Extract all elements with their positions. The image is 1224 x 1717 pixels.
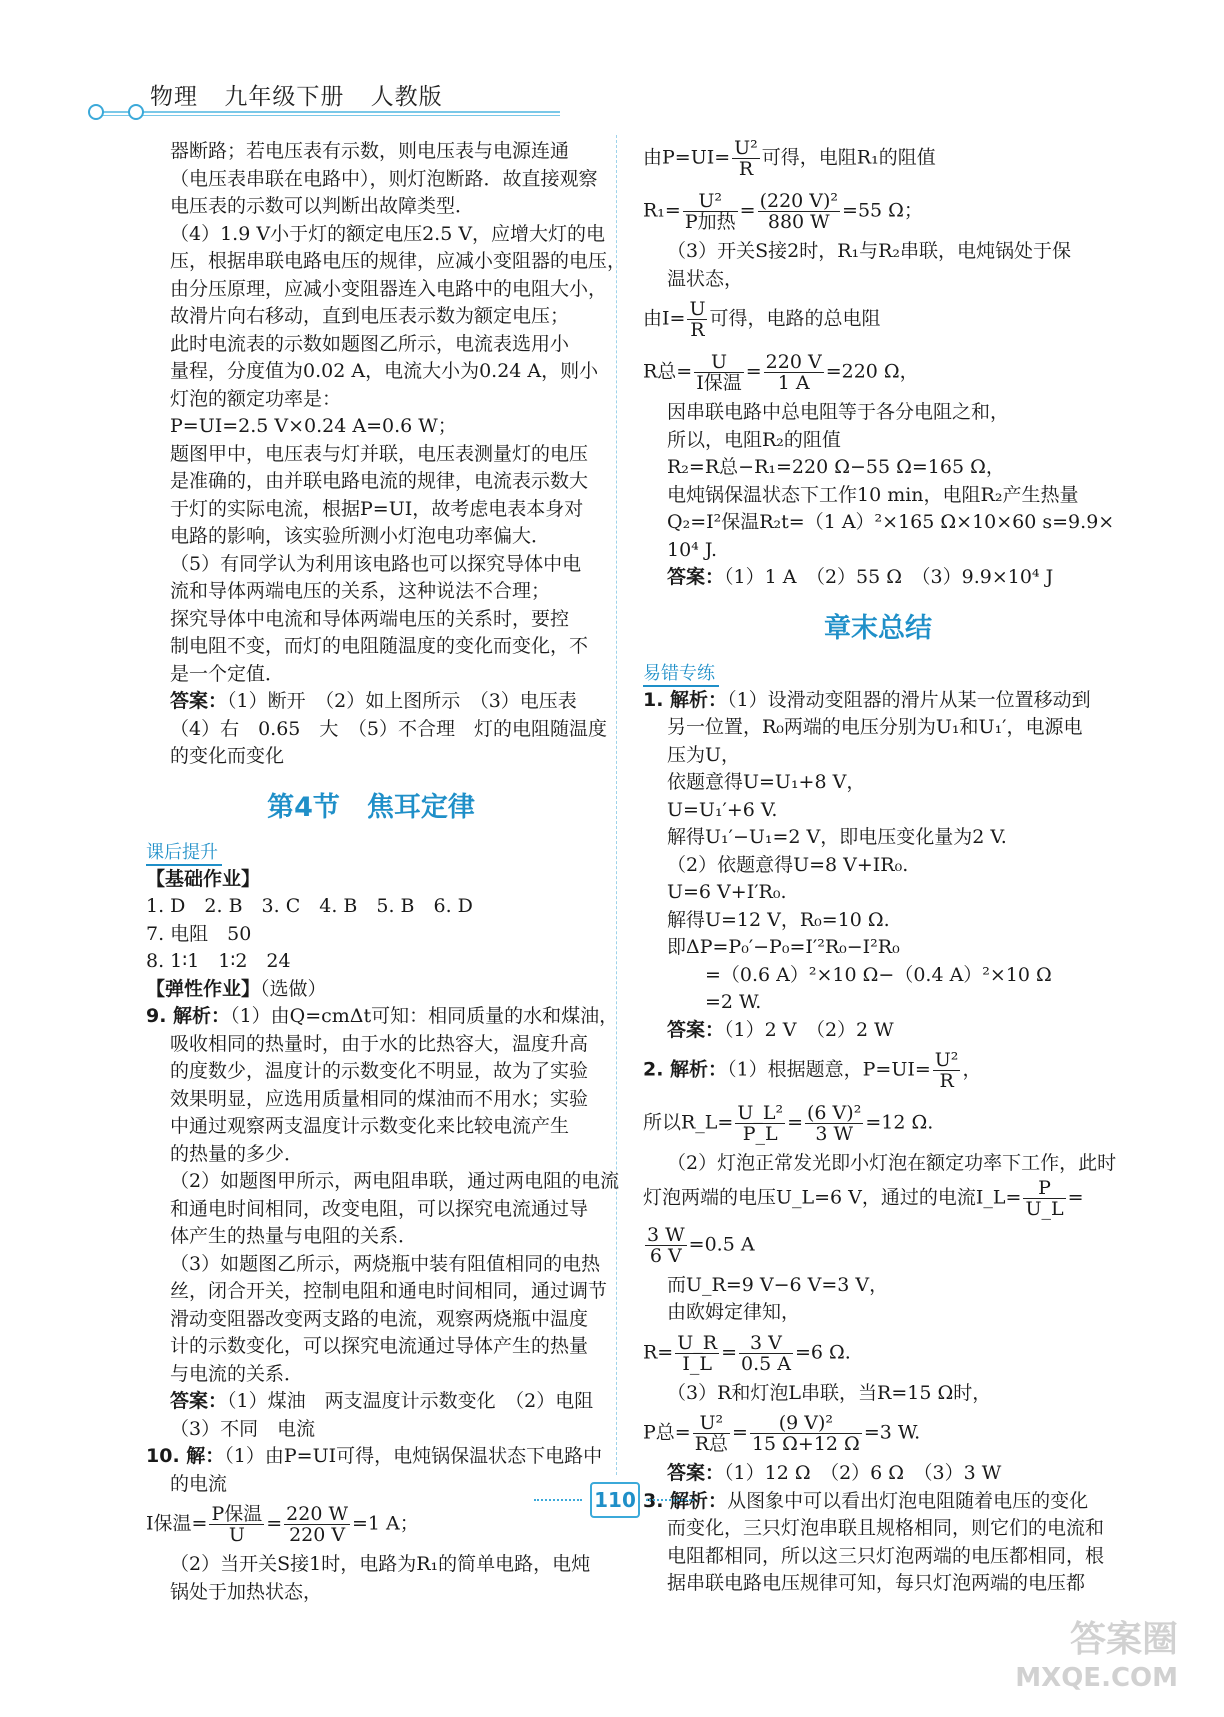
text-line: 解得U₁′−U₁=2 V，即电压变化量为2 V. <box>667 826 1007 848</box>
answer-line: （1）12 Ω （2）6 Ω （3）3 W <box>724 1462 1002 1484</box>
q3-label: 3. 解析： <box>643 1489 728 1512</box>
q3-first <box>643 1488 1113 1516</box>
header-dot-icon <box>88 104 104 120</box>
formula-text: =3 W. <box>863 1421 921 1444</box>
answer-line: （3）不同 电流 <box>170 1417 316 1440</box>
basic-answers: 7. 电阻 50 <box>146 922 252 945</box>
section-title: 章末总结 <box>824 612 932 644</box>
formula-text: P总= <box>643 1421 691 1444</box>
text-line: 中通过观察两支温度计示数变化来比较电流产生 <box>170 1115 570 1137</box>
formula-text: =0.5 A <box>688 1233 755 1255</box>
fraction <box>732 138 760 179</box>
text-line: 效果明显，应选用质量相同的煤油而不用水；实验 <box>170 1087 589 1110</box>
denominator: 6 V <box>649 1244 682 1267</box>
header-edition: 人教版 <box>370 84 443 110</box>
text-line: （3）开关S接2时，R₁与R₂串联，电炖锅处于保 <box>667 240 1072 262</box>
fraction <box>764 352 824 393</box>
denominator: 1 A <box>777 372 810 394</box>
text-line: 依题意得U=U₁+8 V， <box>667 771 866 793</box>
text-line: 电炖锅保温状态下工作10 min，电阻R₂产生热量 <box>667 483 1079 506</box>
q2-formula <box>643 1178 1113 1219</box>
left-block1 <box>146 138 627 688</box>
denominator: R <box>939 1070 954 1092</box>
text-line: 吸收相同的热量时，由于水的比热容大，温度升高 <box>170 1032 589 1055</box>
formula-text: 所以R_L= <box>643 1111 734 1134</box>
text-line: 即ΔP=P₀′−P₀=I′²R₀−I²R₀ <box>667 936 900 958</box>
fraction <box>675 1333 719 1374</box>
q3-line: 电阻都相同，所以这三只灯泡两端的电压都相同，根 <box>667 1544 1105 1567</box>
page-number: 110 <box>590 1482 640 1518</box>
section-tag: 易错专练 <box>643 659 719 687</box>
numerator: (6 V)² <box>807 1102 862 1124</box>
text-line: （2）如题图甲所示，两电阻串联，通过两电阻的电流 <box>170 1170 620 1192</box>
denominator: I_L <box>682 1352 712 1375</box>
text-line: 是准确的，由并联电路电流的规律，电流表示数大 <box>170 470 589 492</box>
text-line: 的热量的多少． <box>170 1142 304 1165</box>
text-line: 解得U=12 V，R₀=10 Ω. <box>667 908 890 931</box>
text-line: （5）有同学认为利用该电路也可以探究导体中电 <box>170 552 582 575</box>
answer-label: 答案： <box>667 566 725 588</box>
formula-text: = <box>732 1421 748 1444</box>
header-subject: 物理 <box>150 84 198 110</box>
formula-text: = <box>721 1341 737 1363</box>
formula-1 <box>643 138 1113 185</box>
numerator: 220 V <box>765 351 822 373</box>
elastic-heading <box>146 976 596 1004</box>
denominator: 880 W <box>767 211 830 233</box>
fraction <box>739 1333 793 1374</box>
q9-body <box>146 1031 620 1389</box>
fraction <box>693 1413 730 1454</box>
formula-2 <box>643 185 1113 238</box>
q9-line: （1）由Q=cmΔt可知：相同质量的水和煤油， <box>230 1005 619 1027</box>
header-rule-thin <box>100 115 560 116</box>
q10-line: 锅处于加热状态， <box>170 1580 323 1603</box>
fraction <box>933 1050 961 1091</box>
answer-label: 答案： <box>667 1462 725 1484</box>
text-line: 灯泡的额定功率是： <box>170 387 342 410</box>
fraction <box>209 1504 264 1545</box>
denominator: R <box>738 158 754 180</box>
q2-label: 2. 解析： <box>643 1058 728 1081</box>
denominator: R <box>690 319 705 341</box>
numerator: P保温 <box>211 1503 263 1525</box>
answer-label: 答案： <box>667 1018 725 1041</box>
numerator: (220 V)² <box>759 190 839 212</box>
text-line: 10⁴ J. <box>667 538 718 561</box>
fraction <box>805 1103 863 1144</box>
text-line: 温状态， <box>667 267 744 290</box>
text-line: 探究导体中电流和导体两端电压的关系时，要控 <box>170 607 570 630</box>
text-line: 电压表的示数可以判断出故障类型． <box>170 195 475 217</box>
q3-line: 从图象中可以看出灯泡电阻随着电压的变化 <box>727 1489 1089 1512</box>
answer-line: （1）断开 （2）如上图所示 （3）电压表 <box>227 690 577 712</box>
section-title: 第4节 焦耳定律 <box>267 791 475 823</box>
numerator: U <box>689 298 706 320</box>
text-line: 题图甲中，电压表与灯并联，电压表测量灯的电压 <box>170 442 589 465</box>
header-grade: 九年级下册 <box>224 84 345 110</box>
text-line: 丝，闭合开关，控制电阻和通电时间相同，通过调节 <box>170 1280 608 1302</box>
q2-first <box>643 1044 1113 1097</box>
text-line: （电压表串联在电路中），则灯泡断路．故直接观察 <box>170 167 598 190</box>
numerator: U_L² <box>737 1102 784 1124</box>
formula-text: 可得，电阻R₁的阻值 <box>761 146 936 169</box>
header-rule <box>100 111 560 113</box>
basic-label: 【基础作业】 <box>146 867 261 890</box>
text-line: （4）1.9 V小于灯的额定电压2.5 V，应增大灯的电 <box>170 222 606 245</box>
fraction <box>694 352 744 393</box>
numerator: U² <box>734 137 758 159</box>
text-line: 和通电时间相同，改变电阻，可以探究电流通过导 <box>170 1197 589 1220</box>
formula-text: 灯泡两端的电压U_L=6 V，通过的电流I_L= <box>643 1186 1022 1208</box>
formula-text: = <box>739 199 756 222</box>
q3-line: 据串联电路电压规律可知，每只灯泡两端的电压都 <box>667 1572 1086 1594</box>
numerator: 3 W <box>647 1223 685 1246</box>
q1-label: 1. 解析： <box>643 688 728 711</box>
q1-first <box>643 687 1113 715</box>
formula-text: （1）根据题意，P=UI= <box>727 1058 931 1081</box>
q2-answer <box>643 1460 1113 1488</box>
q3-line: 而变化，三只灯泡串联且规格相同，则它们的电流和 <box>667 1517 1105 1539</box>
formula-text: = <box>787 1111 804 1134</box>
numerator: 220 W <box>286 1503 348 1525</box>
text-line: 流和导体两端电压的关系，这种说法不合理； <box>170 580 551 602</box>
numerator: U² <box>693 1413 730 1434</box>
page-header <box>150 78 461 111</box>
numerator: P <box>1023 1178 1065 1199</box>
formula-text: I保温= <box>146 1512 208 1535</box>
section-tag: 课后提升 <box>146 838 222 866</box>
fraction <box>687 299 707 340</box>
text-line: 由分压原理，应减小变阻器连入电路中的电阻大小， <box>170 277 608 300</box>
formula-text: ， <box>962 1058 982 1081</box>
watermark-url: MXQE.COM <box>1015 1663 1178 1693</box>
answer-10 <box>643 564 1113 592</box>
q2-formula <box>643 1327 1113 1380</box>
denominator: 15 Ω+12 Ω <box>751 1433 860 1455</box>
q10-line: （2）当开关S接1时，电路为R₁的简单电路，电炖 <box>170 1553 591 1575</box>
page-number-badge <box>530 1480 700 1520</box>
text-line: 所以，电阻R₂的阻值 <box>667 428 841 451</box>
text-line: 压为U， <box>667 743 741 766</box>
text-line: 器断路；若电压表有示数，则电压表与电源连通 <box>170 140 570 162</box>
dots-right <box>646 1499 694 1501</box>
text-line: U=U₁′+6 V. <box>667 798 778 821</box>
answer-line: （1）煤油 两支温度计示数变化 （2）电阻 <box>227 1390 594 1412</box>
formula-text: 可得，电路的总电阻 <box>709 307 881 330</box>
denominator: R总 <box>694 1433 729 1455</box>
text-line: P=UI=2.5 V×0.24 A=0.6 W； <box>170 415 457 437</box>
formula-text: 由I= <box>643 307 686 330</box>
formula-text: R= <box>643 1341 674 1363</box>
fraction <box>750 1413 862 1454</box>
formula-text: = <box>745 360 762 383</box>
elastic-label: 【弹性作业】 <box>146 977 261 1000</box>
q1-line: （1）设滑动变阻器的滑片从某一位置移动到 <box>727 688 1091 711</box>
watermark <box>1015 1621 1178 1697</box>
q9-answer <box>146 1388 596 1416</box>
answer-line: （1）1 A （2）55 Ω （3）9.9×10⁴ J <box>724 566 1054 588</box>
answer-line: （1）2 V （2）2 W <box>724 1018 894 1041</box>
fraction <box>735 1103 785 1144</box>
watermark-logo: 答案圈 <box>1069 1619 1178 1660</box>
q2-formula <box>643 1407 1113 1460</box>
formula-text: = <box>266 1512 283 1535</box>
numerator: 3 V <box>739 1333 793 1354</box>
formula-text: = <box>1067 1186 1084 1208</box>
text-line: 电路的影响，该实验所测小灯泡电功率偏大． <box>170 525 551 547</box>
formula-text: R₁= <box>643 199 681 222</box>
right-lines2 <box>643 399 1113 564</box>
answer-line: （4）右 0.65 大 （5）不合理 灯的电阻随温度 <box>170 717 607 740</box>
answer-label: 答案： <box>170 1390 228 1412</box>
formula-text: R总= <box>643 360 693 383</box>
q10-line: （1）由P=UI可得，电炖锅保温状态下电路中 <box>224 1445 603 1467</box>
text-line: 量程，分度值为0.02 A，电流大小为0.24 A，则小 <box>170 360 599 382</box>
text-line: 由欧姆定律知， <box>667 1301 801 1323</box>
numerator: U² <box>934 1049 959 1071</box>
text-line: =2 W. <box>667 991 762 1013</box>
dots-left <box>534 1499 582 1501</box>
numerator: (9 V)² <box>750 1413 862 1434</box>
denominator: I保温 <box>696 372 742 394</box>
text-line: 压，根据串联电路电压的规律，应减小变阻器的电压， <box>170 250 627 272</box>
q9-first <box>146 1003 619 1031</box>
right-column <box>643 137 1117 1598</box>
q1-body <box>643 714 1113 1017</box>
text-line: 的度数少，温度计的示数变化不明显，故为了实验 <box>170 1060 589 1082</box>
q1-answer <box>643 1017 1113 1045</box>
elastic-note: （选做） <box>260 977 327 1000</box>
fraction <box>284 1504 350 1545</box>
text-line: 体产生的热量与电阻的关系． <box>170 1225 418 1247</box>
numerator: U <box>694 352 744 373</box>
fraction <box>758 191 840 232</box>
formula-4 <box>643 346 1113 399</box>
denominator: 220 V <box>289 1524 346 1546</box>
text-line: （2）灯泡正常发光即小灯泡在额定功率下工作，此时 <box>667 1152 1117 1174</box>
answer-block <box>146 688 596 716</box>
text-line: 另一位置，R₀两端的电压分别为U₁和U₁′，电源电 <box>667 716 1083 738</box>
answer-line: 的变化而变化 <box>170 745 285 767</box>
basic-answers: 1. D 2. B 3. C 4. B 5. B 6. D <box>146 895 473 917</box>
text-line: （3）如题图乙所示，两烧瓶中装有阻值相同的电热 <box>170 1252 601 1275</box>
q10-formula <box>146 1498 596 1551</box>
text-line: 因串联电路中总电阻等于各分电阻之和， <box>667 401 1010 423</box>
formula-text: =55 Ω； <box>842 199 923 222</box>
denominator: 3 W <box>815 1123 853 1145</box>
text-line: 此时电流表的示数如题图乙所示，电流表选用小 <box>170 332 570 355</box>
text-line: 滑动变阻器改变两支路的电流，观察两烧瓶中温度 <box>170 1307 589 1330</box>
formula-text: =220 Ω， <box>825 360 919 383</box>
text-line: 计的示数变化，可以探究电流通过导体产生的热量 <box>170 1335 589 1357</box>
text-line: 故滑片向右移动，直到电压表示数为额定电压； <box>170 305 570 327</box>
text-line: =（0.6 A）²×10 Ω−（0.4 A）²×10 Ω <box>667 963 1052 986</box>
numerator: U_R <box>677 1331 718 1354</box>
numerator: U² <box>683 191 738 212</box>
answer-label: 答案： <box>170 690 228 712</box>
formula-text: =6 Ω. <box>794 1341 851 1363</box>
denominator: U <box>228 1524 245 1546</box>
fraction <box>645 1225 687 1266</box>
denominator: P_L <box>742 1123 778 1145</box>
formula-3 <box>643 293 1113 346</box>
q9-label: 9. 解析： <box>146 1005 231 1027</box>
text-line: （3）R和灯泡L串联，当R=15 Ω时， <box>667 1381 992 1404</box>
text-line: （2）依题意得U=8 V+IR₀. <box>667 853 909 876</box>
denominator: 0.5 A <box>740 1352 791 1375</box>
q10-line: 的电流 <box>170 1472 228 1495</box>
text-line: U=6 V+I′R₀. <box>667 881 787 903</box>
text-line: 而U_R=9 V−6 V=3 V， <box>667 1273 889 1296</box>
fraction <box>683 191 738 232</box>
text-line: 制电阻不变，而灯的电阻随温度的变化而变化，不 <box>170 635 589 657</box>
text-line: R₂=R总−R₁=220 Ω−55 Ω=165 Ω， <box>667 456 1005 478</box>
formula-text: 由P=UI= <box>643 146 731 169</box>
basic-answers: 8. 1∶1 1∶2 24 <box>146 950 291 972</box>
column-divider <box>616 135 617 1475</box>
denominator: U_L <box>1025 1197 1064 1220</box>
denominator: P加热 <box>684 211 736 233</box>
text-line: 是一个定值． <box>170 662 285 685</box>
formula-text: =1 A； <box>352 1512 419 1535</box>
text-line: Q₂=I²保温R₂t=（1 A）²×165 Ω×10×60 s=9.9× <box>667 511 1115 533</box>
q2-formula <box>643 1097 1113 1150</box>
text-line: 与电流的关系． <box>170 1362 304 1385</box>
fraction <box>1023 1178 1065 1219</box>
q10-first <box>146 1443 603 1471</box>
header-dot-icon <box>128 104 144 120</box>
formula-text: =12 Ω. <box>865 1111 934 1134</box>
text-line: 于灯的实际电流，根据P=UI，故考虑电表本身对 <box>170 497 584 520</box>
q10-label: 10. 解： <box>146 1445 225 1467</box>
q2-formula <box>643 1219 1113 1272</box>
